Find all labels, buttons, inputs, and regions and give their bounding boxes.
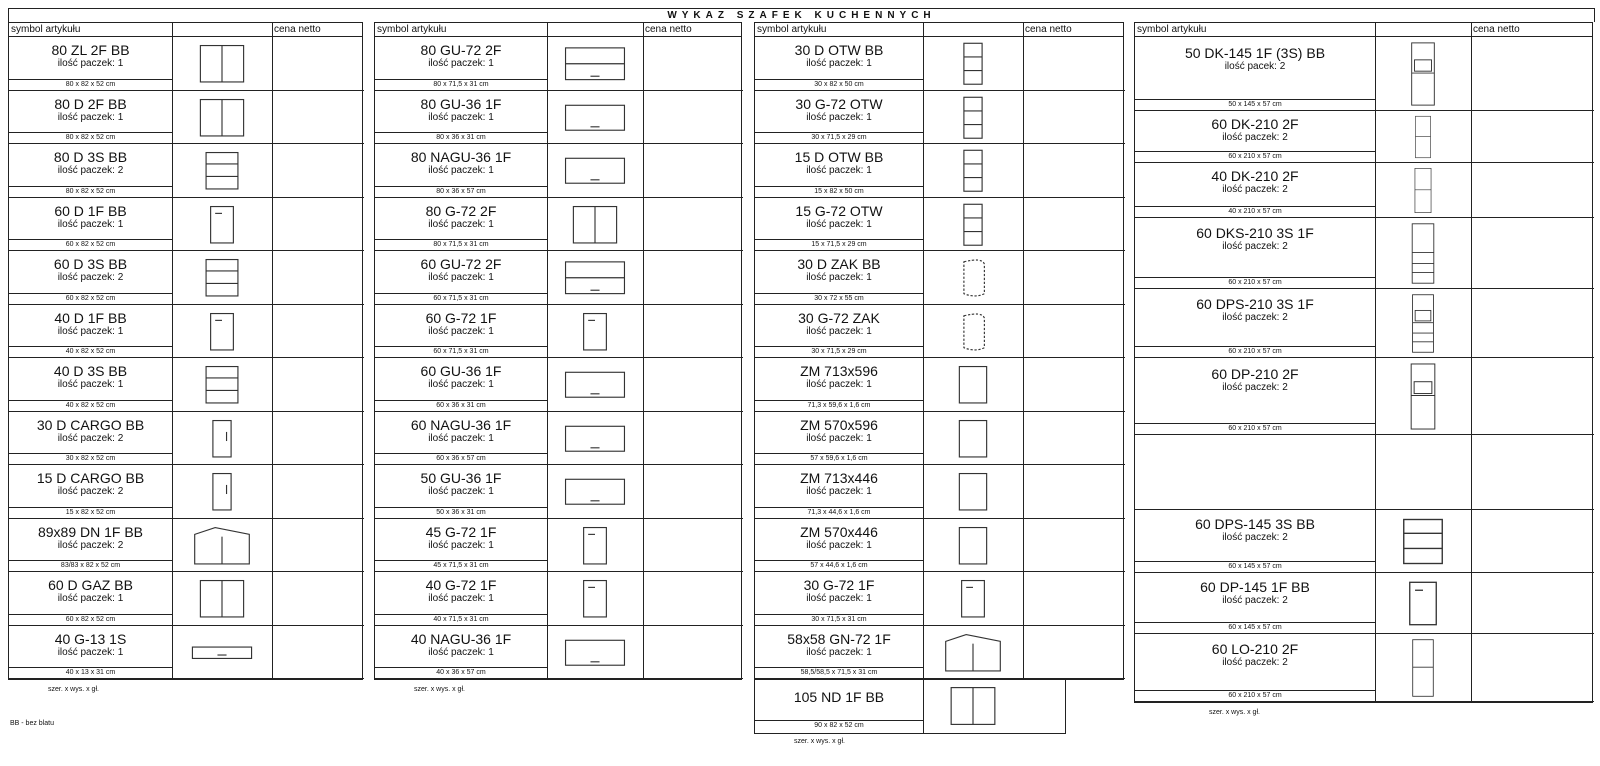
cabinet-row (375, 465, 743, 519)
cabinet-dimensions: 40 x 82 x 52 cm (9, 346, 172, 358)
package-count: ilość paczek: 2 (57, 432, 124, 444)
cabinet-dimensions: 45 x 71,5 x 31 cm (375, 560, 547, 572)
cabinet-symbol: 60 DKS-210 3S 1F (1196, 225, 1314, 242)
package-count: ilość paczek: 1 (428, 486, 494, 498)
cabinet-dimensions: 15 x 82 x 52 cm (9, 507, 172, 519)
flap-wall-cabinet-icon (561, 469, 629, 515)
cabinet-dimensions: 71,3 x 44,6 x 1,6 cm (755, 507, 923, 519)
cabinet-row (1135, 289, 1594, 358)
package-count: ilość paczek: 1 (806, 218, 872, 230)
corner-wall-cabinet-icon (937, 630, 1009, 676)
cabinet-row (1135, 634, 1594, 702)
cabinet-dimensions: 50 x 145 x 57 cm (1135, 99, 1375, 111)
cabinet-dimensions: 40 x 13 x 31 cm (9, 667, 172, 679)
package-count: ilość paczek: 2 (1222, 311, 1288, 323)
cabinet-symbol: 60 G-72 1F (425, 309, 497, 326)
tall-oven-door-cabinet-icon (1389, 362, 1457, 431)
cabinet-symbol: 105 ND 1F BB (793, 689, 885, 705)
cabinet-row (1135, 37, 1594, 111)
cabinet-symbol: 60 GU-72 2F (420, 256, 502, 273)
cabinet-row (755, 572, 1125, 626)
symbol-header: symbol artykułu (11, 24, 81, 35)
dimension-format-note: szer. x wys. x gł. (1209, 709, 1260, 716)
cabinet-row (9, 91, 364, 145)
dimension-format-note: szer. x wys. x gł. (414, 686, 465, 693)
cabinet-dimensions: 60 x 36 x 57 cm (375, 453, 547, 465)
cabinet-row (9, 519, 364, 573)
package-count: ilość paczek: 1 (428, 432, 494, 444)
open-shelf-wall-cabinet-icon (937, 202, 1009, 248)
cabinet-symbol: 30 D ZAK BB (797, 256, 881, 273)
cabinet-symbol: 15 D CARGO BB (36, 470, 145, 487)
cabinet-row (9, 251, 364, 305)
cabinet-row (1135, 163, 1594, 218)
cabinet-dimensions: 30 x 71,5 x 31 cm (755, 614, 923, 626)
cabinet-dimensions: 80 x 36 x 31 cm (375, 132, 547, 144)
package-count: ilość paczek: 1 (57, 593, 124, 605)
price-header: cena netto (1473, 24, 1520, 35)
column-header (8, 22, 363, 37)
double-door-base-cabinet-icon (186, 41, 258, 87)
column-header (1134, 22, 1593, 37)
cabinet-symbol: 80 GU-72 2F (420, 42, 502, 59)
price-header: cena netto (1025, 24, 1072, 35)
package-count: ilość paczek: 1 (806, 646, 872, 658)
cabinet-list (374, 37, 742, 680)
cabinet-row (375, 198, 743, 252)
cabinet-row (375, 91, 743, 145)
cabinet-row (1135, 435, 1594, 510)
cabinet-symbol: 30 D CARGO BB (36, 416, 145, 433)
cabinet-row (755, 412, 1125, 466)
cabinet-row (1135, 358, 1594, 435)
package-count: ilość paczek: 1 (57, 218, 124, 230)
cargo-cabinet-icon (186, 416, 258, 462)
tall-fridge-cabinet-icon (1389, 115, 1457, 159)
cabinet-dimensions: 40 x 82 x 52 cm (9, 400, 172, 412)
cabinet-row (375, 412, 743, 466)
single-door-wall-cabinet-icon (561, 309, 629, 355)
cabinet-column-2 (374, 22, 742, 693)
tall-fridge-cabinet-icon (1389, 167, 1457, 214)
cabinet-row (375, 251, 743, 305)
package-count: ilość paczek: 1 (57, 325, 124, 337)
cabinet-symbol: 60 NAGU-36 1F (410, 416, 512, 433)
tall-pantry-cabinet-icon (1389, 638, 1457, 698)
cabinet-symbol: 15 D OTW BB (794, 149, 884, 166)
package-count: ilość paczek: 1 (57, 379, 124, 391)
package-count: ilość paczek: 1 (428, 165, 494, 177)
cabinet-row (755, 358, 1125, 412)
cabinet-dimensions: 60 x 210 x 57 cm (1135, 690, 1375, 702)
package-count: ilość paczek: 1 (428, 379, 494, 391)
cabinet-dimensions: 80 x 71,5 x 31 cm (375, 79, 547, 91)
cabinet-symbol: 30 D OTW BB (794, 42, 884, 59)
package-count: ilość paczek: 1 (57, 646, 124, 658)
open-shelf-wall-cabinet-icon (937, 95, 1009, 141)
cabinet-symbol: 45 G-72 1F (425, 523, 497, 540)
cabinet-symbol: 40 DK-210 2F (1211, 168, 1299, 185)
cabinet-dimensions: 80 x 82 x 52 cm (9, 186, 172, 198)
cabinet-symbol: 80 D 3S BB (53, 149, 128, 166)
cabinet-symbol: 40 G-72 1F (425, 577, 497, 594)
cabinet-row (375, 626, 743, 680)
package-count: ilość paczek: 1 (428, 325, 494, 337)
oven-door-cabinet-icon (1389, 577, 1457, 630)
package-count: ilość paczek: 1 (428, 539, 494, 551)
cabinet-dimensions: 83/83 x 82 x 52 cm (9, 560, 172, 572)
cabinet-dimensions: 60 x 36 x 31 cm (375, 400, 547, 412)
cabinet-symbol: 80 ZL 2F BB (51, 42, 130, 59)
cabinet-row (9, 198, 364, 252)
cabinet-row (755, 91, 1125, 145)
cabinet-dimensions: 60 x 210 x 57 cm (1135, 151, 1375, 163)
open-top-base-cabinet-icon (186, 95, 258, 141)
cabinet-row (755, 198, 1125, 252)
open-shelf-cabinet-icon (937, 148, 1009, 194)
page-title: WYKAZ SZAFEK KUCHENNYCH (8, 8, 1595, 22)
cabinet-symbol: 80 D 2F BB (54, 95, 127, 112)
cabinet-dimensions: 60 x 82 x 52 cm (9, 614, 172, 626)
cabinet-dimensions: 80 x 71,5 x 31 cm (375, 239, 547, 251)
corner-base-cabinet-icon (186, 523, 258, 569)
cabinet-dimensions: 90 x 82 x 52 cm (755, 720, 923, 733)
cabinet-symbol: 80 NAGU-36 1F (410, 149, 512, 166)
legend-note: BB - bez blatu (10, 720, 54, 727)
package-count: ilość paczek: 1 (428, 593, 494, 605)
cabinet-list (8, 37, 363, 680)
two-flap-wall-cabinet-icon (561, 41, 629, 87)
cabinet-list (1134, 37, 1593, 703)
cabinet-dimensions: 40 x 210 x 57 cm (1135, 206, 1375, 218)
cabinet-dimensions: 30 x 82 x 52 cm (9, 453, 172, 465)
tall-oven-cabinet-icon (1389, 41, 1457, 107)
cabinet-dimensions: 58,5/58,5 x 71,5 x 31 cm (755, 667, 923, 679)
cabinet-dimensions: 40 x 71,5 x 31 cm (375, 614, 547, 626)
cabinet-row (9, 144, 364, 198)
package-count: ilość paczek: 1 (57, 58, 124, 70)
cabinet-dimensions: 57 x 44,6 x 1,6 cm (755, 560, 923, 572)
cabinet-symbol: 50 GU-36 1F (420, 470, 502, 487)
single-door-base-cabinet-icon (186, 202, 258, 248)
deep-flap-wall-cabinet-icon (561, 148, 629, 194)
cabinet-symbol: 80 GU-36 1F (420, 95, 502, 112)
two-flap-wall-cabinet-icon (561, 255, 629, 301)
package-count: ilość paczek: 1 (428, 646, 494, 658)
package-count: ilość paczek: 2 (1222, 184, 1288, 196)
gas-stove-cabinet-icon (186, 576, 258, 622)
symbol-header: symbol artykułu (1137, 24, 1207, 35)
symbol-header: symbol artykułu (757, 24, 827, 35)
package-count: ilość paczek: 1 (806, 486, 872, 498)
cabinet-dimensions: 30 x 72 x 55 cm (755, 293, 923, 305)
cabinet-row (375, 572, 743, 626)
package-count: ilość paczek: 1 (428, 218, 494, 230)
cabinet-row (755, 305, 1125, 359)
cabinet-dimensions: 60 x 145 x 57 cm (1135, 622, 1375, 634)
cabinet-row (9, 412, 364, 466)
oven-drawer-cabinet-icon (1389, 514, 1457, 569)
narrow-three-drawer-cabinet-icon (186, 362, 258, 408)
package-count: ilość pacek: 2 (1224, 60, 1286, 72)
cabinet-dimensions: 60 x 145 x 57 cm (1135, 561, 1375, 573)
cabinet-dimensions: 60 x 71,5 x 31 cm (375, 293, 547, 305)
cabinet-column-1 (8, 22, 363, 693)
package-count: ilość paczek: 2 (1222, 595, 1288, 606)
cabinet-symbol: 30 G-72 OTW (795, 95, 883, 112)
cabinet-symbol: 60 LO-210 2F (1211, 640, 1299, 657)
package-count: ilość paczek: 2 (57, 272, 124, 284)
cabinet-row (9, 465, 364, 519)
deep-flap-wall-cabinet-icon (561, 630, 629, 676)
cabinet-symbol: 40 D 3S BB (53, 363, 128, 380)
cabinet-symbol: 60 DK-210 2F (1211, 115, 1299, 132)
package-count: ilość paczek: 1 (57, 111, 124, 123)
cabinet-symbol: 50 DK-145 1F (3S) BB (1184, 44, 1326, 61)
single-door-wall-cabinet-icon (561, 523, 629, 569)
cabinet-row (9, 305, 364, 359)
symbol-header: symbol artykułu (377, 24, 447, 35)
cabinet-dimensions: 30 x 71,5 x 29 cm (755, 346, 923, 358)
narrow-door-base-cabinet-icon (186, 309, 258, 355)
package-count: ilość paczek: 1 (428, 58, 494, 70)
price-header: cena netto (274, 24, 321, 35)
cabinet-row (375, 358, 743, 412)
cabinet-row (375, 144, 743, 198)
column-header (374, 22, 742, 37)
sink-base-cabinet-icon (937, 683, 1009, 729)
cabinet-symbol: ZM 713x596 (800, 363, 878, 380)
dimension-format-note: szer. x wys. x gł. (48, 686, 99, 693)
dishwasher-front-panel-icon (937, 362, 1009, 408)
cabinet-symbol: 40 NAGU-36 1F (410, 630, 512, 647)
dimension-format-note: szer. x wys. x gł. (794, 738, 845, 745)
cabinet-symbol: 60 DP-145 1F BB (1200, 579, 1310, 595)
cabinet-symbol: 60 DP-210 2F (1211, 365, 1299, 382)
cabinet-symbol: 60 DPS-210 3S 1F (1196, 295, 1314, 312)
cabinet-dimensions: 80 x 82 x 52 cm (9, 79, 172, 91)
single-door-wall-cabinet-icon (937, 576, 1009, 622)
price-header: cena netto (645, 24, 692, 35)
double-door-wall-cabinet-icon (561, 202, 629, 248)
cabinet-dimensions: 60 x 82 x 52 cm (9, 293, 172, 305)
flap-wall-cabinet-icon (561, 95, 629, 141)
cabinet-dimensions: 40 x 36 x 57 cm (375, 667, 547, 679)
cabinet-row (1135, 111, 1594, 163)
cabinet-row (755, 144, 1125, 198)
cabinet-dimensions: 30 x 71,5 x 29 cm (755, 132, 923, 144)
cabinet-dimensions: 80 x 36 x 57 cm (375, 186, 547, 198)
cabinet-dimensions: 60 x 210 x 57 cm (1135, 423, 1375, 435)
cabinet-dimensions: 60 x 210 x 57 cm (1135, 277, 1375, 289)
cabinet-column-4 (1134, 22, 1593, 716)
shallow-wall-shelf-icon (186, 630, 258, 676)
cabinet-row (1135, 510, 1594, 573)
cabinet-dimensions: 60 x 71,5 x 31 cm (375, 346, 547, 358)
single-door-wall-cabinet-icon (561, 576, 629, 622)
package-count: ilość paczek: 1 (806, 379, 872, 391)
cabinet-row (755, 465, 1125, 519)
cabinet-row (755, 37, 1125, 91)
cabinet-symbol: 58x58 GN-72 1F (787, 630, 891, 647)
cabinet-symbol: 15 G-72 OTW (795, 202, 883, 219)
package-count: ilość paczek: 1 (806, 111, 872, 123)
cabinet-row (9, 37, 364, 91)
package-count: ilość paczek: 1 (806, 272, 872, 284)
cabinet-symbol: 40 G-13 1S (54, 630, 127, 647)
cabinet-symbol: 60 DPS-145 3S BB (1195, 516, 1315, 533)
cabinet-row (755, 251, 1125, 305)
cabinet-symbol: 30 G-72 ZAK (798, 309, 880, 326)
cabinet-row (755, 519, 1125, 573)
package-count: ilość paczek: 2 (1222, 532, 1288, 544)
cabinet-row (1135, 573, 1594, 634)
package-count: ilość paczek: 1 (806, 593, 872, 605)
cabinet-symbol: ZM 570x446 (800, 523, 878, 540)
cabinet-dimensions: 50 x 36 x 31 cm (375, 507, 547, 519)
tall-drawer-cabinet-icon (1389, 222, 1457, 285)
cabinet-dimensions: 30 x 82 x 50 cm (755, 79, 923, 91)
flap-wall-cabinet-icon (561, 362, 629, 408)
package-count: ilość paczek: 1 (428, 272, 494, 284)
cabinet-symbol: 30 G-72 1F (803, 577, 875, 594)
narrow-front-panel-icon (937, 469, 1009, 515)
package-count: ilość paczek: 2 (1222, 656, 1288, 668)
cabinet-column-3 (754, 22, 1124, 745)
narrow-front-panel-icon (937, 523, 1009, 569)
cabinet-row (1135, 218, 1594, 289)
rounded-end-wall-cabinet-icon (937, 309, 1009, 355)
cabinet-dimensions: 60 x 82 x 52 cm (9, 239, 172, 251)
package-count: ilość paczek: 1 (428, 111, 494, 123)
cabinet-dimensions: 60 x 210 x 57 cm (1135, 346, 1375, 358)
deep-flap-wall-cabinet-icon (561, 416, 629, 462)
package-count: ilość paczek: 1 (806, 539, 872, 551)
cabinet-symbol: 60 D GAZ BB (48, 577, 133, 594)
cabinet-symbol: ZM 570x596 (800, 416, 878, 433)
cabinet-dimensions: 15 x 82 x 50 cm (755, 186, 923, 198)
cabinet-dimensions: 15 x 71,5 x 29 cm (755, 239, 923, 251)
cabinet-dimensions: 71,3 x 59,6 x 1,6 cm (755, 400, 923, 412)
slim-cargo-cabinet-icon (186, 469, 258, 515)
package-count: ilość paczek: 2 (1222, 131, 1288, 143)
package-count: ilość paczek: 1 (806, 165, 872, 177)
cabinet-symbol: 80 G-72 2F (425, 202, 497, 219)
cabinet-symbol: 60 D 1F BB (54, 202, 127, 219)
cabinet-list (754, 37, 1124, 680)
tall-oven-drawer-cabinet-icon (1389, 293, 1457, 354)
open-shelf-cabinet-icon (937, 41, 1009, 87)
cabinet-symbol: 40 D 1F BB (54, 309, 127, 326)
cabinet-symbol: ZM 713x446 (800, 470, 878, 487)
package-count: ilość paczek: 2 (57, 539, 124, 551)
cabinet-dimensions: 57 x 59,6 x 1,6 cm (755, 453, 923, 465)
cabinet-row (375, 37, 743, 91)
package-count: ilość paczek: 1 (806, 58, 872, 70)
cabinet-row (9, 626, 364, 680)
dishwasher-front-panel-icon (937, 416, 1009, 462)
cabinet-symbol: 60 GU-36 1F (420, 363, 502, 380)
package-count: ilość paczek: 2 (1222, 241, 1288, 253)
three-drawer-cabinet-icon (186, 148, 258, 194)
cabinet-symbol: 60 D 3S BB (53, 256, 128, 273)
cabinet-row (9, 358, 364, 412)
cabinet-row (9, 572, 364, 626)
rounded-end-cabinet-icon (937, 255, 1009, 301)
package-count: ilość paczek: 1 (806, 432, 872, 444)
three-drawer-cabinet-icon (186, 255, 258, 301)
cabinet-dimensions: 80 x 82 x 52 cm (9, 132, 172, 144)
cabinet-symbol: 89x89 DN 1F BB (37, 523, 144, 540)
cabinet-row (755, 626, 1125, 680)
package-count: ilość paczek: 2 (57, 486, 124, 498)
cabinet-row (375, 305, 743, 359)
cabinet-row-extra (754, 678, 1066, 734)
package-count: ilość paczek: 1 (806, 325, 872, 337)
package-count: ilość paczek: 2 (1222, 381, 1288, 393)
cabinet-row (375, 519, 743, 573)
column-header (754, 22, 1124, 37)
package-count: ilość paczek: 2 (57, 165, 124, 177)
